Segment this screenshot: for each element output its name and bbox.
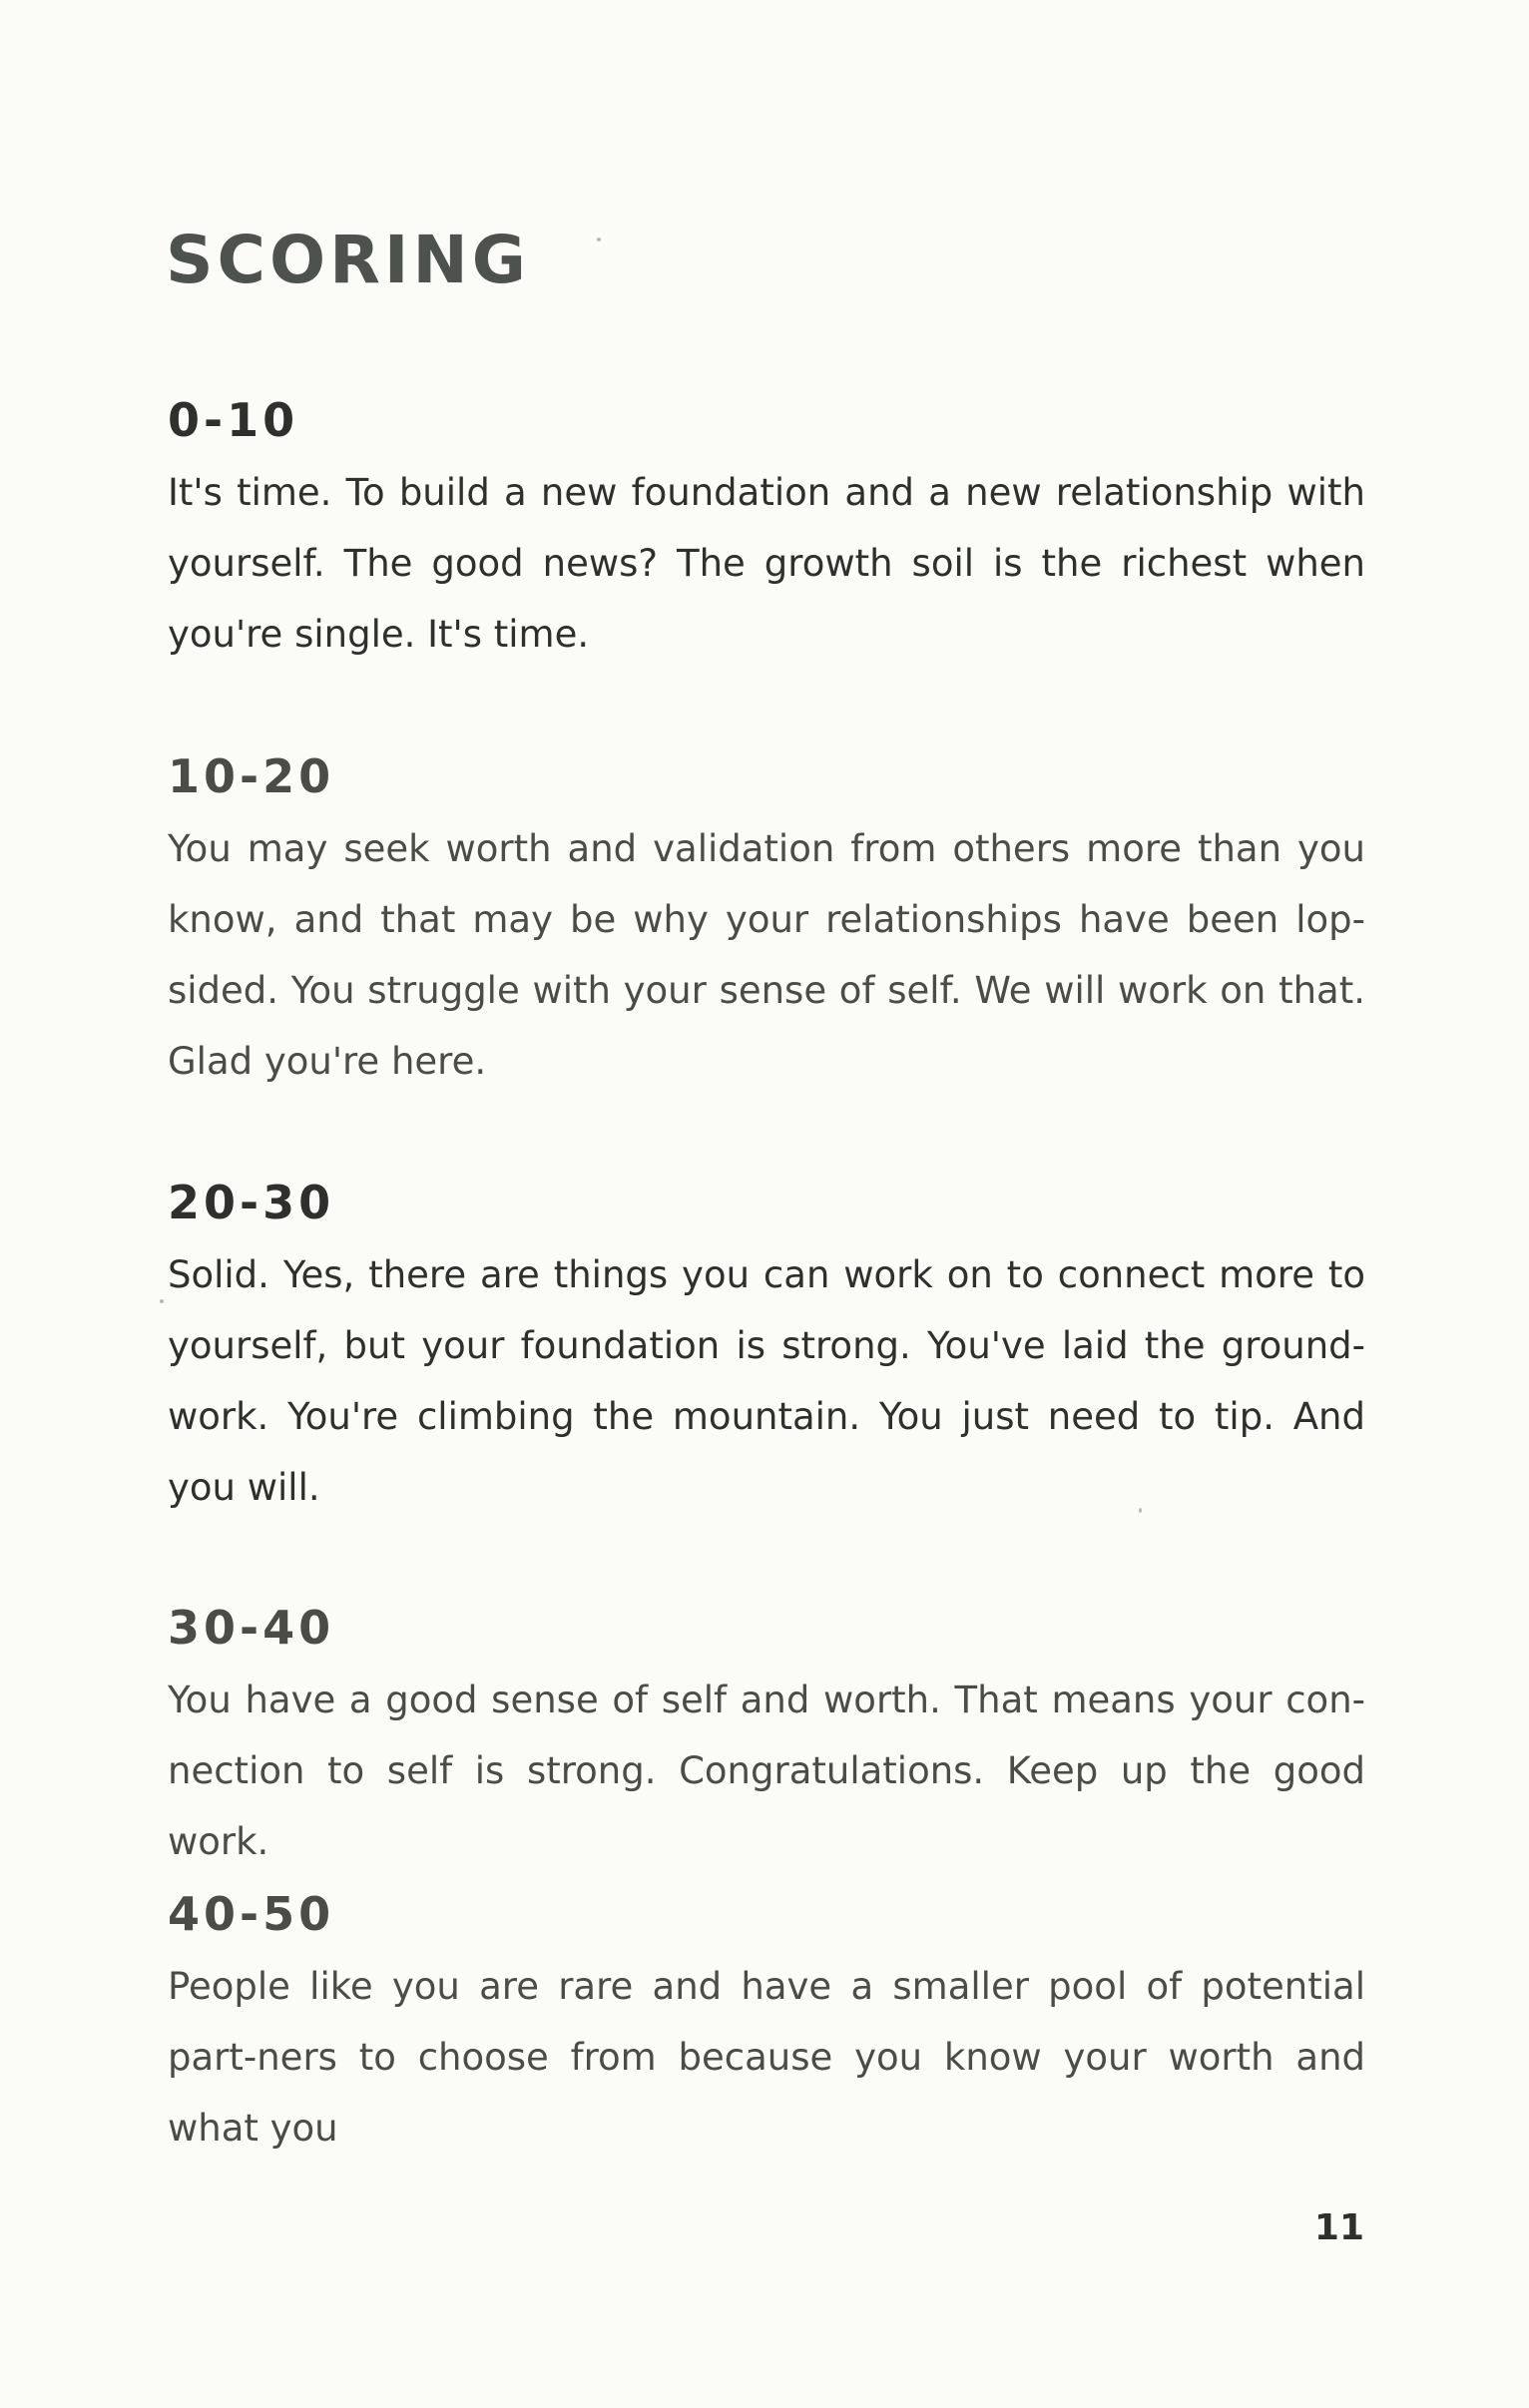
score-section-10-20 bbox=[168, 749, 1365, 1097]
score-description: You have a good sense of self and worth. That means your con-nection to self is strong. Congratulations. Keep up the good work. bbox=[168, 1679, 1365, 1863]
score-section-30-40 bbox=[168, 1601, 1365, 1877]
paper-speck bbox=[1139, 1508, 1142, 1513]
score-range: 10-20 bbox=[168, 749, 335, 803]
page-heading: SCORING bbox=[166, 222, 530, 298]
score-range: 40-50 bbox=[168, 1887, 335, 1941]
score-section-40-50 bbox=[168, 1887, 1365, 2164]
score-description: Solid. Yes, there are things you can work on to connect more to yourself, but your foundation is strong. You've laid the ground-work. You're climbing the mountain. You just need to tip. And you will. bbox=[168, 1253, 1365, 1509]
page-number: 11 bbox=[1313, 2207, 1364, 2248]
score-description: People like you are rare and have a smaller pool of potential part-ners to choose from because you know your worth and what you bbox=[168, 1965, 1365, 2150]
score-range: 30-40 bbox=[168, 1601, 335, 1655]
score-range: 20-30 bbox=[168, 1176, 335, 1229]
score-description: You may seek worth and validation from others more than you know, and that may be why your relationships have been lop-sided. You struggle with your sense of self. We will work on that. Glad you're here. bbox=[168, 827, 1365, 1083]
score-description: It's time. To build a new foundation and a new relationship with yourself. The good news? The growth soil is the richest when you're single. It's time. bbox=[168, 471, 1365, 656]
score-section-0-10 bbox=[168, 393, 1365, 670]
score-section-20-30 bbox=[168, 1176, 1365, 1523]
score-range: 0-10 bbox=[168, 393, 299, 447]
paper-speck bbox=[160, 1299, 164, 1303]
paper-speck bbox=[597, 238, 601, 241]
